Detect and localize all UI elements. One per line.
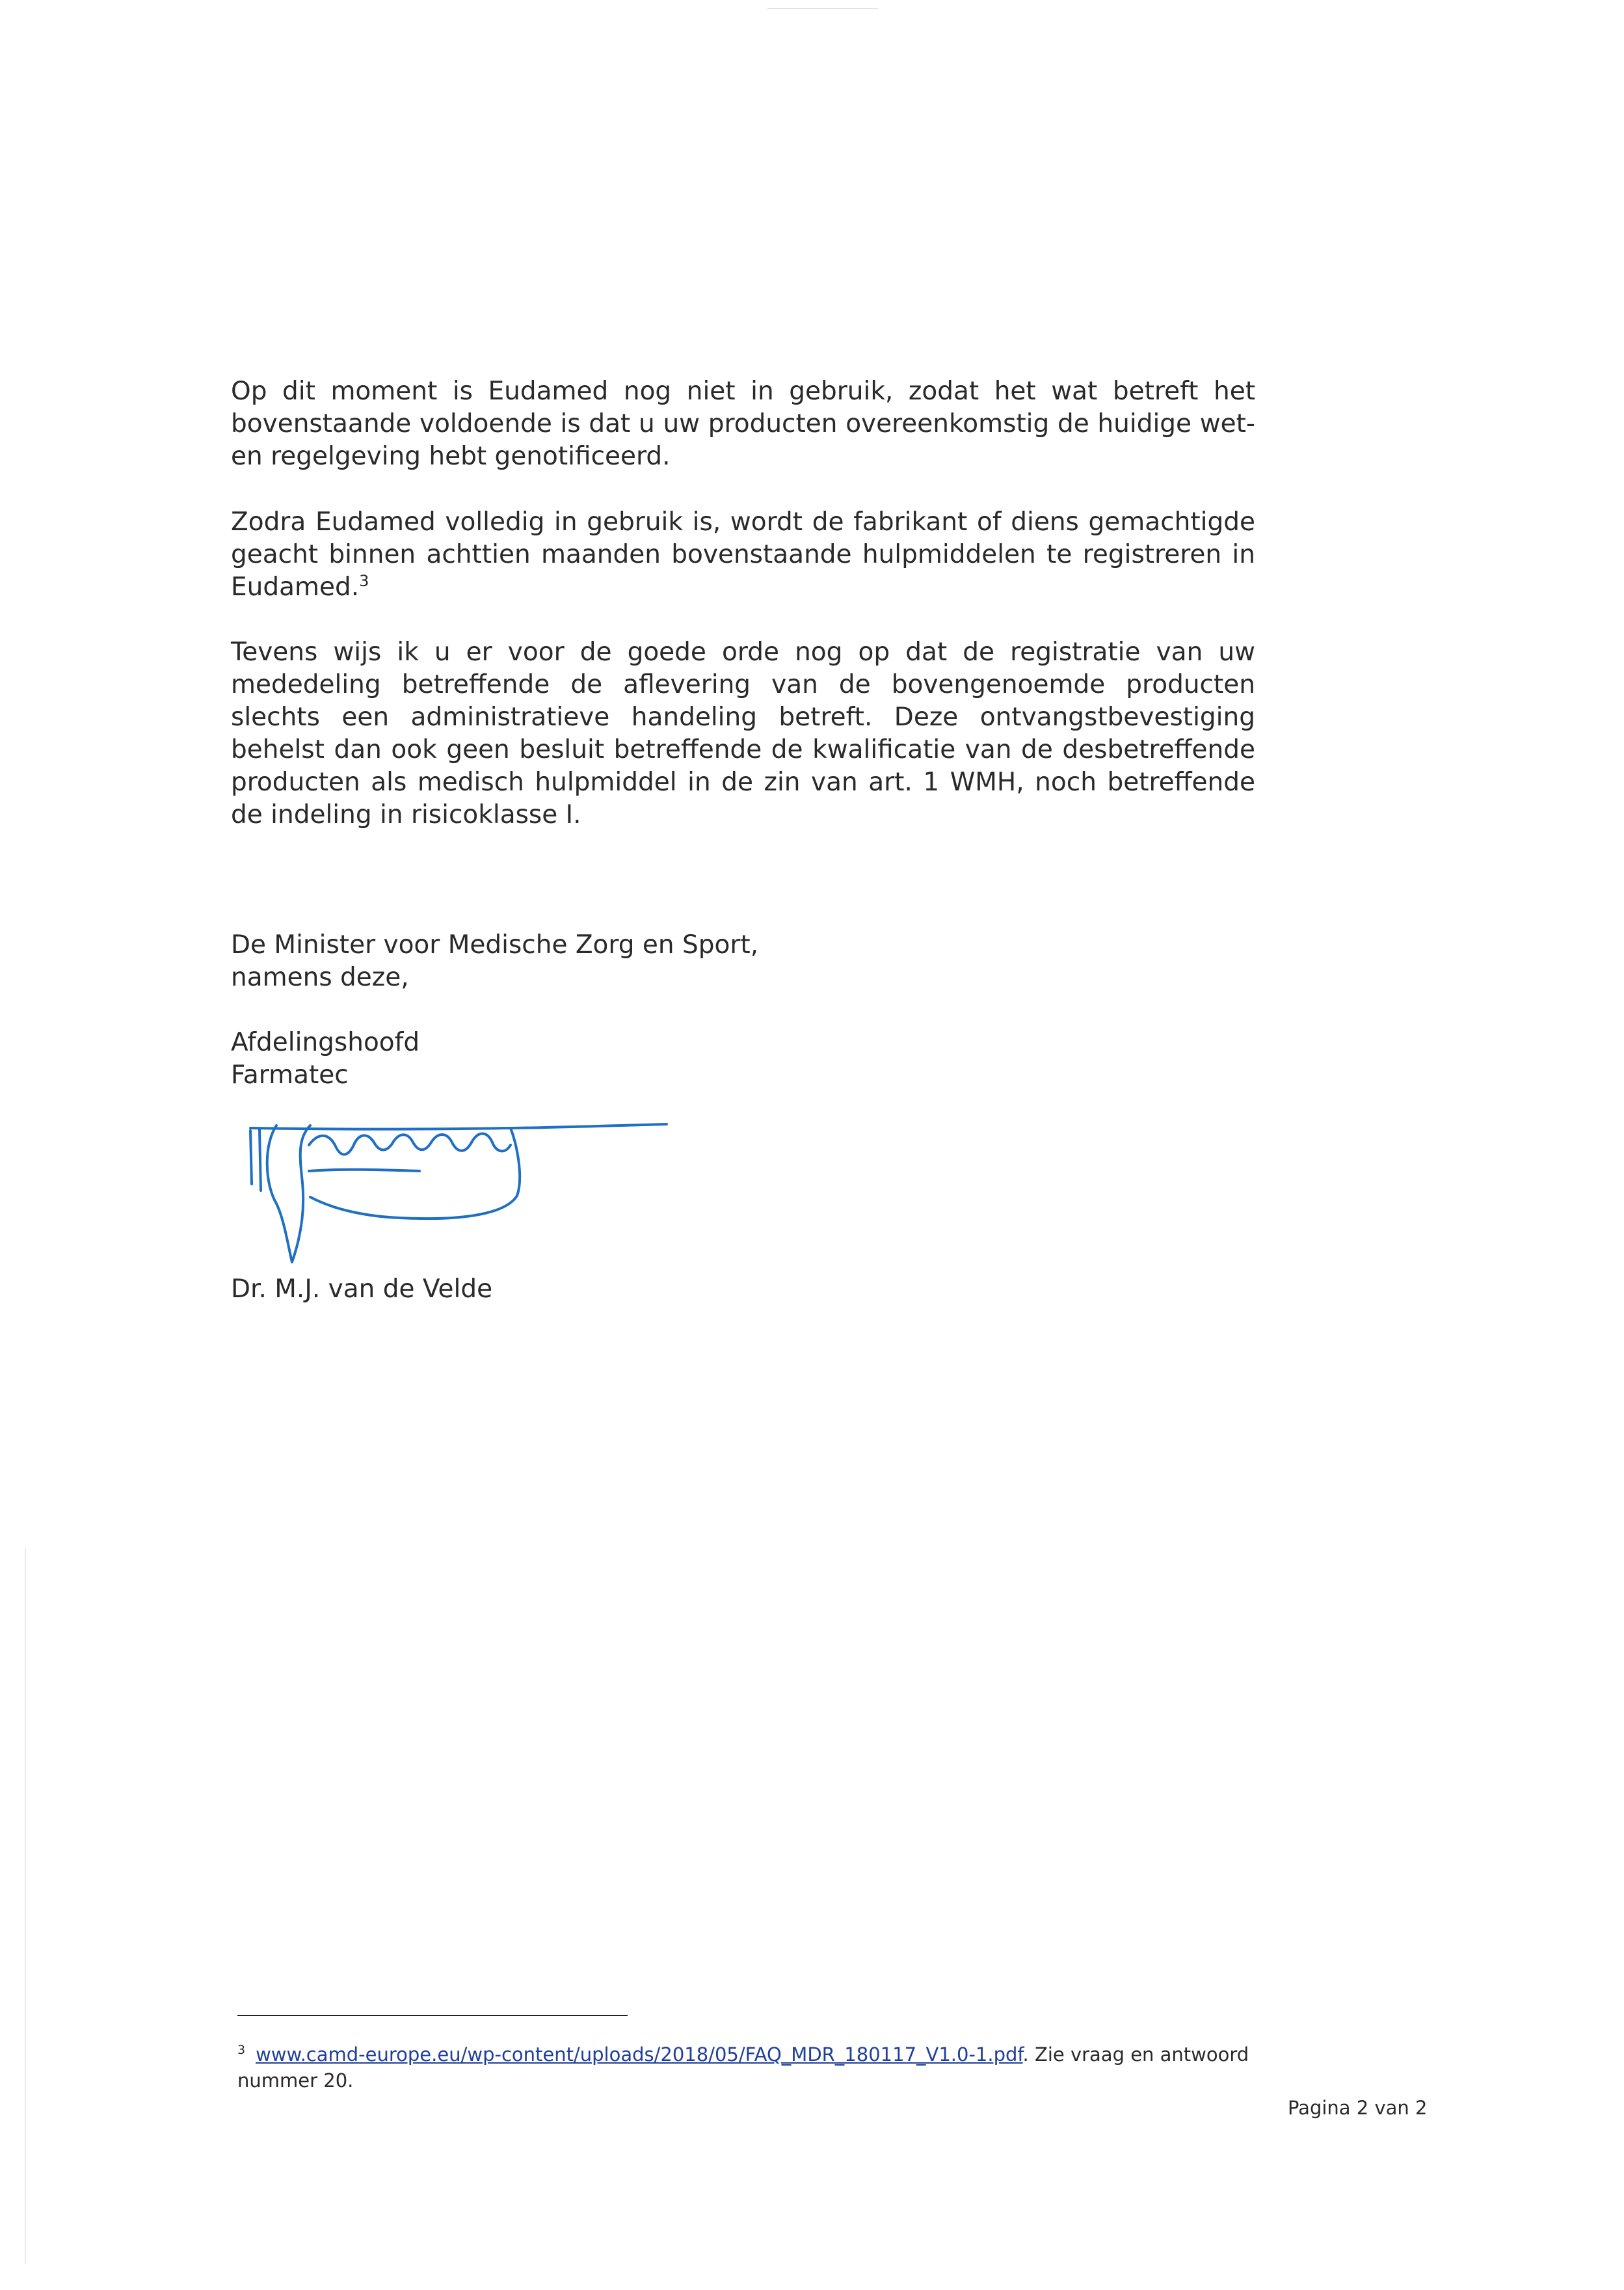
footnote-divider [237, 2015, 628, 2016]
signature-stroke [309, 1136, 353, 1155]
footnote-text: . Zie vraag en antwoord nummer 20. [237, 2043, 1249, 2092]
signature-stroke [250, 1131, 252, 1184]
footnote-link[interactable]: www.camd-europe.eu/wp-content/uploads/2018/05/FAQ_MDR_180117_V1.0-1.pdf [256, 2043, 1023, 2066]
closing-role [231, 1027, 419, 1092]
handwritten-signature [237, 1106, 693, 1269]
body-paragraph-1 [231, 375, 1255, 473]
signature-stroke [260, 1129, 261, 1191]
signatory-name [231, 1273, 492, 1306]
closing-minister-line-2: namens deze, [231, 963, 409, 992]
closing-role-line-2: Farmatec [231, 1060, 349, 1090]
footnote [237, 2041, 1278, 2094]
body-paragraph-3-text: Tevens wijs ik u er voor de goede orde nog op dat de registratie van uw mededeling betreffende de aflevering van de bovengenoemde producten slechts een administratieve handeling betreft. Deze ontvangstbevestiging behelst dan ook geen besluit betreffende de kwalificatie van de desbetreffende producten als medisch hulpmiddel in de zin van art. 1 WMH, noch betreffende de indeling in risicoklasse I. [231, 638, 1255, 829]
body-paragraph-2 [231, 506, 1255, 604]
signature-stroke [250, 1124, 667, 1129]
footnote-reference: 3 [359, 572, 369, 590]
body-paragraph-1-text: Op dit moment is Eudamed nog niet in gebruik, zodat het wat betreft het bovenstaande voldoende is dat u uw producten overeenkomstig de huidige wet- en regelgeving hebt genotificeerd. [231, 377, 1255, 471]
scan-artifact-line [767, 8, 878, 9]
signatory-name-text: Dr. M.J. van de Velde [231, 1274, 493, 1304]
footnote-number: 3 [237, 2043, 246, 2058]
signature-stroke [309, 1170, 419, 1171]
page-number: Pagina 2 van 2 [1288, 2097, 1428, 2119]
scan-artifact-edge [25, 1548, 26, 2264]
body-paragraph-2-text: Zodra Eudamed volledig in gebruik is, wordt de fabrikant of diens gemachtigde geacht binnen achttien maanden bovenstaande hulpmiddelen te registreren in Eudamed. [231, 507, 1255, 602]
closing-minister [231, 929, 758, 994]
body-paragraph-3 [231, 636, 1255, 831]
signature-stroke [353, 1135, 392, 1150]
signature-stroke [392, 1135, 431, 1150]
signature-stroke [472, 1134, 511, 1152]
closing-minister-line-1: De Minister voor Medische Zorg en Sport, [231, 930, 759, 960]
closing-role-line-1: Afdelingshoofd [231, 1028, 420, 1057]
signature-stroke [310, 1128, 520, 1219]
signature-stroke [267, 1125, 310, 1262]
signature-stroke [431, 1135, 472, 1151]
